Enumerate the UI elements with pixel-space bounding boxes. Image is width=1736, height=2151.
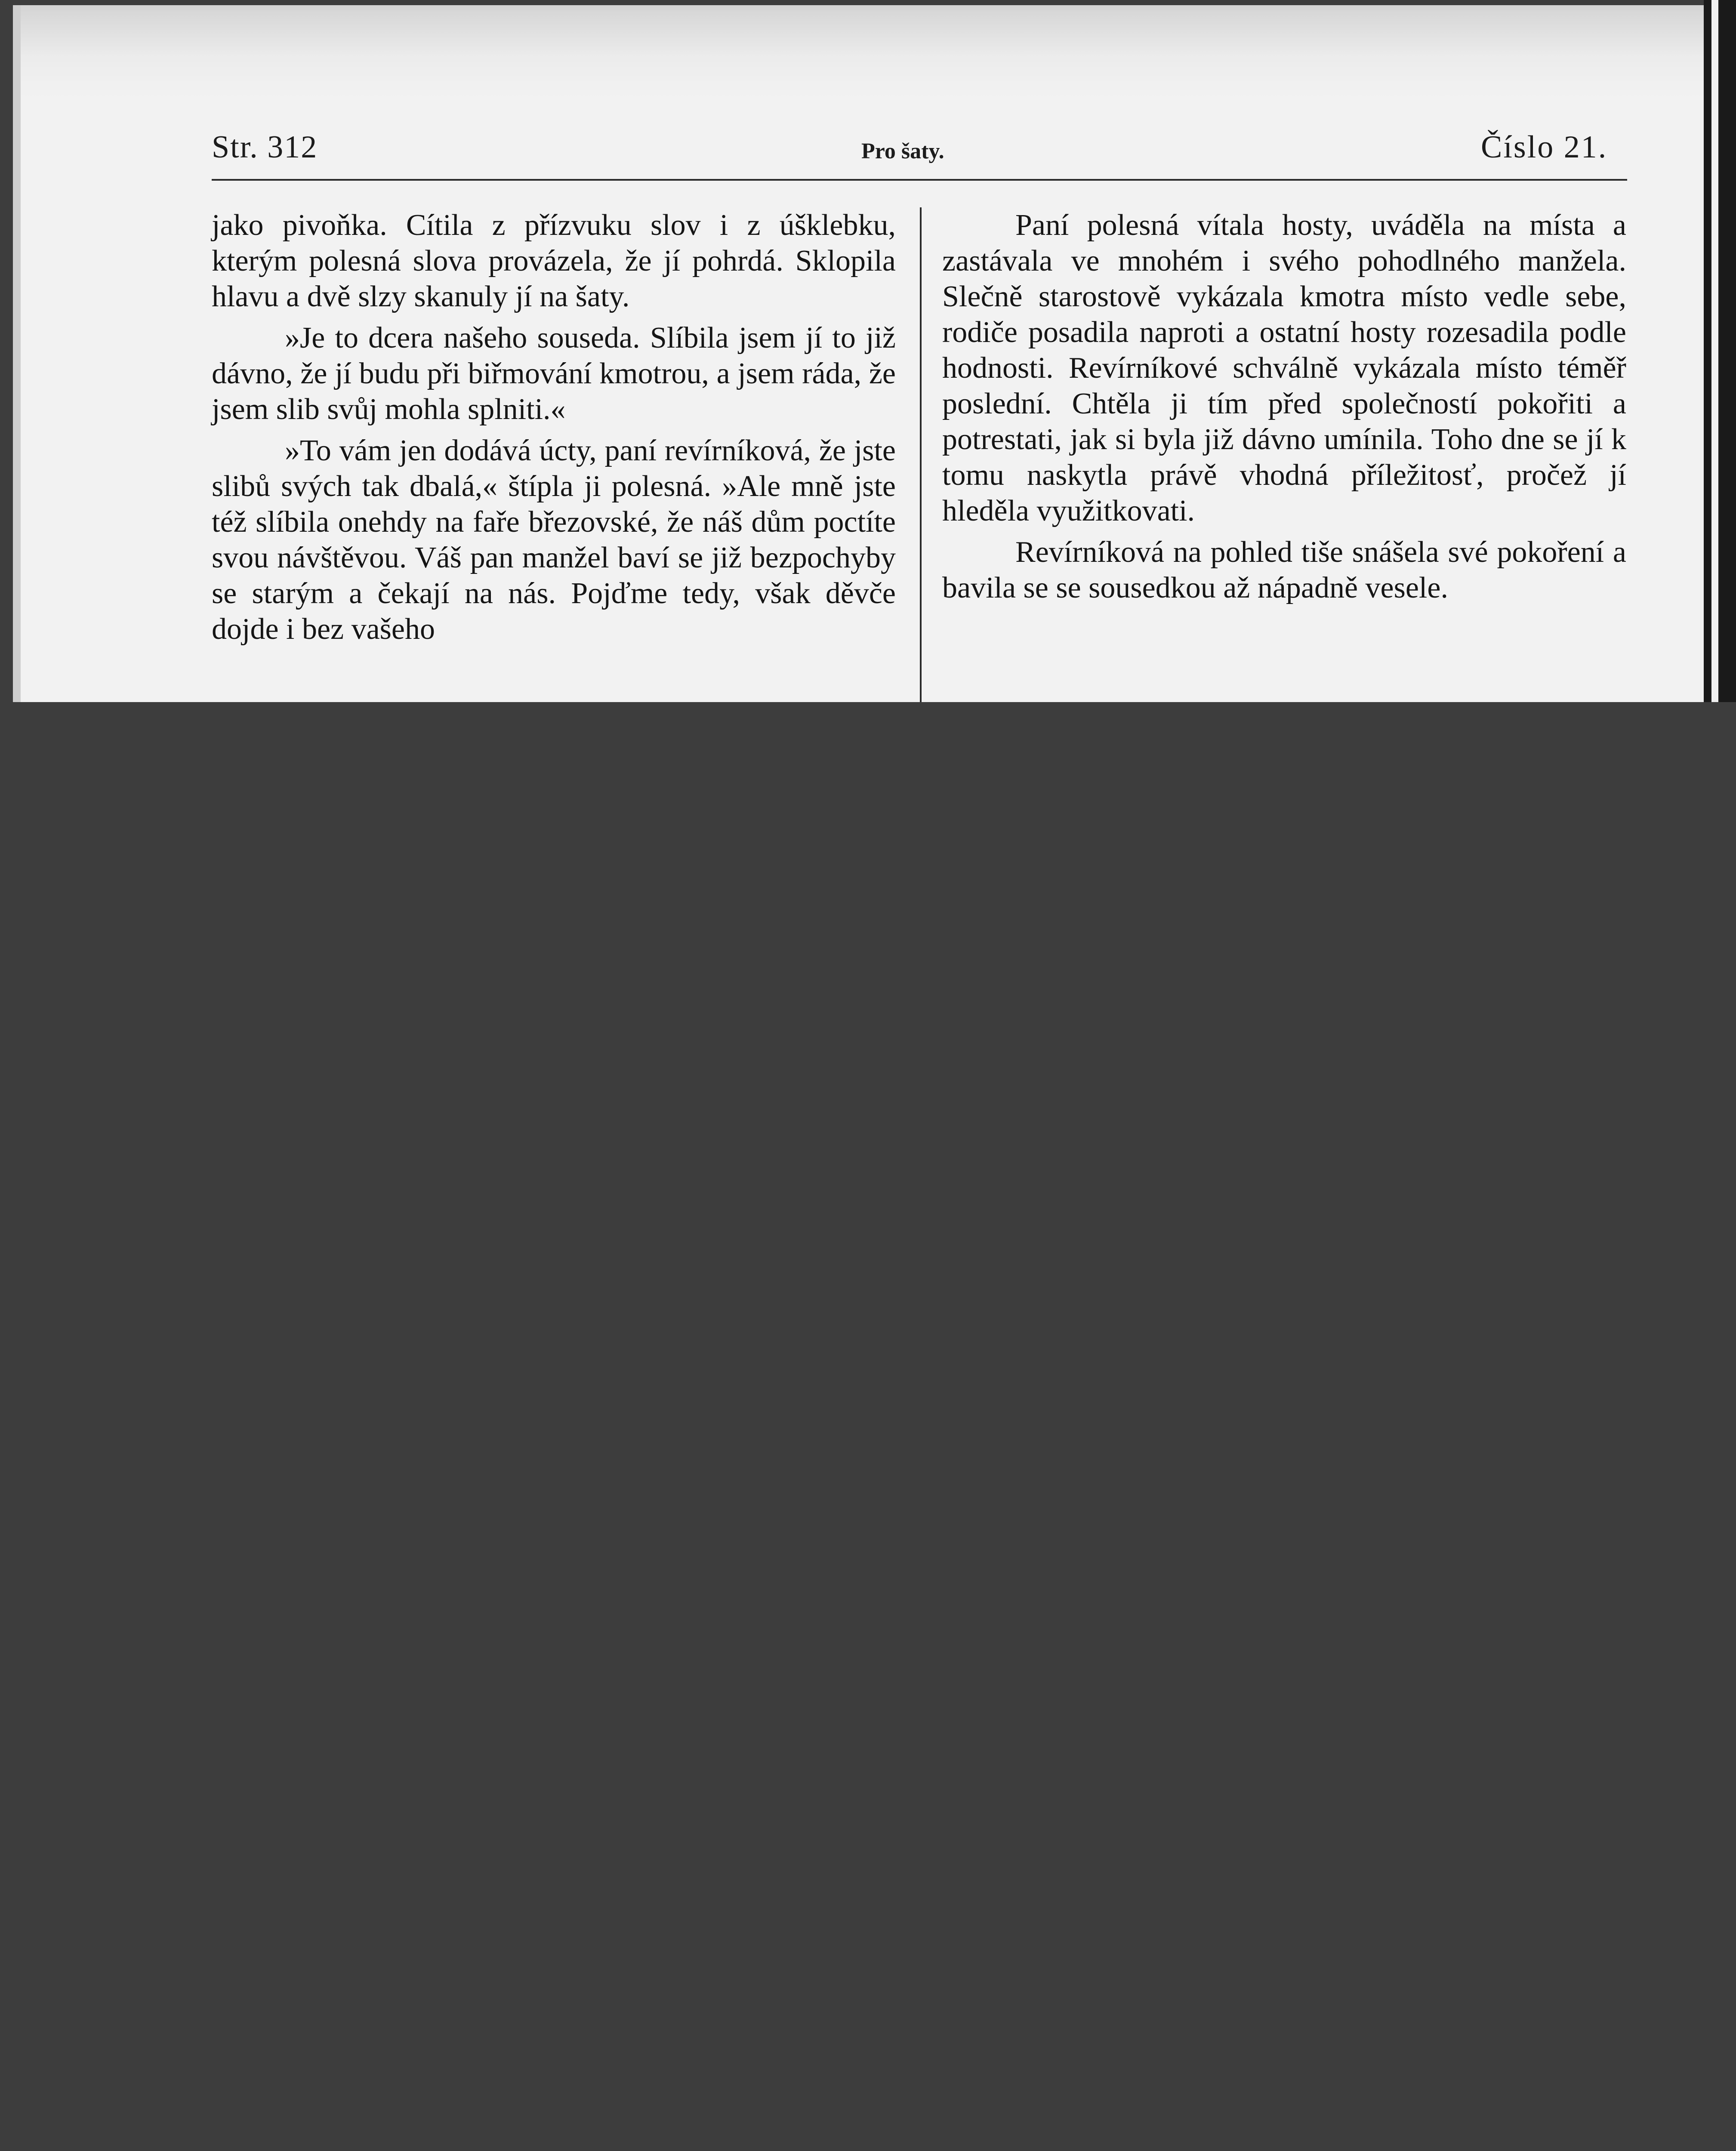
- page-left-edge: [13, 5, 21, 702]
- page-number-label: Str. 312: [212, 129, 318, 165]
- issue-number-label: Číslo 21.: [1481, 129, 1608, 165]
- paragraph: jako pivoňka. Cítila z přízvuku slov i z úšklebku, kterým polesná slova provázela, že jí pohrdá. Sklopila hlavu a dvě slzy skanuly jí na šaty.: [212, 209, 896, 313]
- covered-area: [0, 702, 1736, 2151]
- running-title: Pro šaty.: [861, 139, 944, 163]
- page-binding-edge: [1704, 0, 1736, 702]
- column-divider-line: [920, 207, 922, 702]
- header-divider-line: [212, 179, 1627, 181]
- paragraph: »Je to dcera našeho souseda. Slíbila jsem jí to již dávno, že jí budu při biřmování kmotrou, a jsem ráda, že jsem slib svůj mohla splniti.«: [212, 321, 896, 426]
- paragraph: »To vám jen dodává úcty, paní revírníková, že jste slibů svých tak dbalá,« štípla ji polesná. »Ale mně jste též slíbila onehdy na faře březovské, že náš dům poctíte svou návštěvou. Váš pan manžel baví se již bezpochyby se starým a čekají na nás. Pojďme tedy, však děvče dojde i bez vašeho: [212, 434, 896, 646]
- page-scan-shading: [13, 5, 1714, 100]
- paragraph: Revírníková na pohled tiše snášela své pokoření a bavila se se sousedkou až nápadně vesele.: [942, 536, 1626, 604]
- right-text-column: [942, 207, 1626, 611]
- left-text-column: [212, 207, 896, 653]
- paragraph: Paní polesná vítala hosty, uváděla na místa a zastávala ve mnohém i svého pohodlného manžela. Slečně starostově vykázala kmotra místo vedle sebe, rodiče posadila naproti a ostatní hosty rozesadila podle hodnosti. Revírníkové schválně vykázala místo téměř poslední. Chtěla ji tím před společností pokořiti a potrestati, jak si byla již dávno umínila. Toho dne se jí k tomu naskytla právě vhodná příležitosť, pročež jí hleděla využitkovati.: [942, 209, 1626, 527]
- page-binding-highlight: [1711, 0, 1718, 702]
- book-page: [13, 5, 1714, 702]
